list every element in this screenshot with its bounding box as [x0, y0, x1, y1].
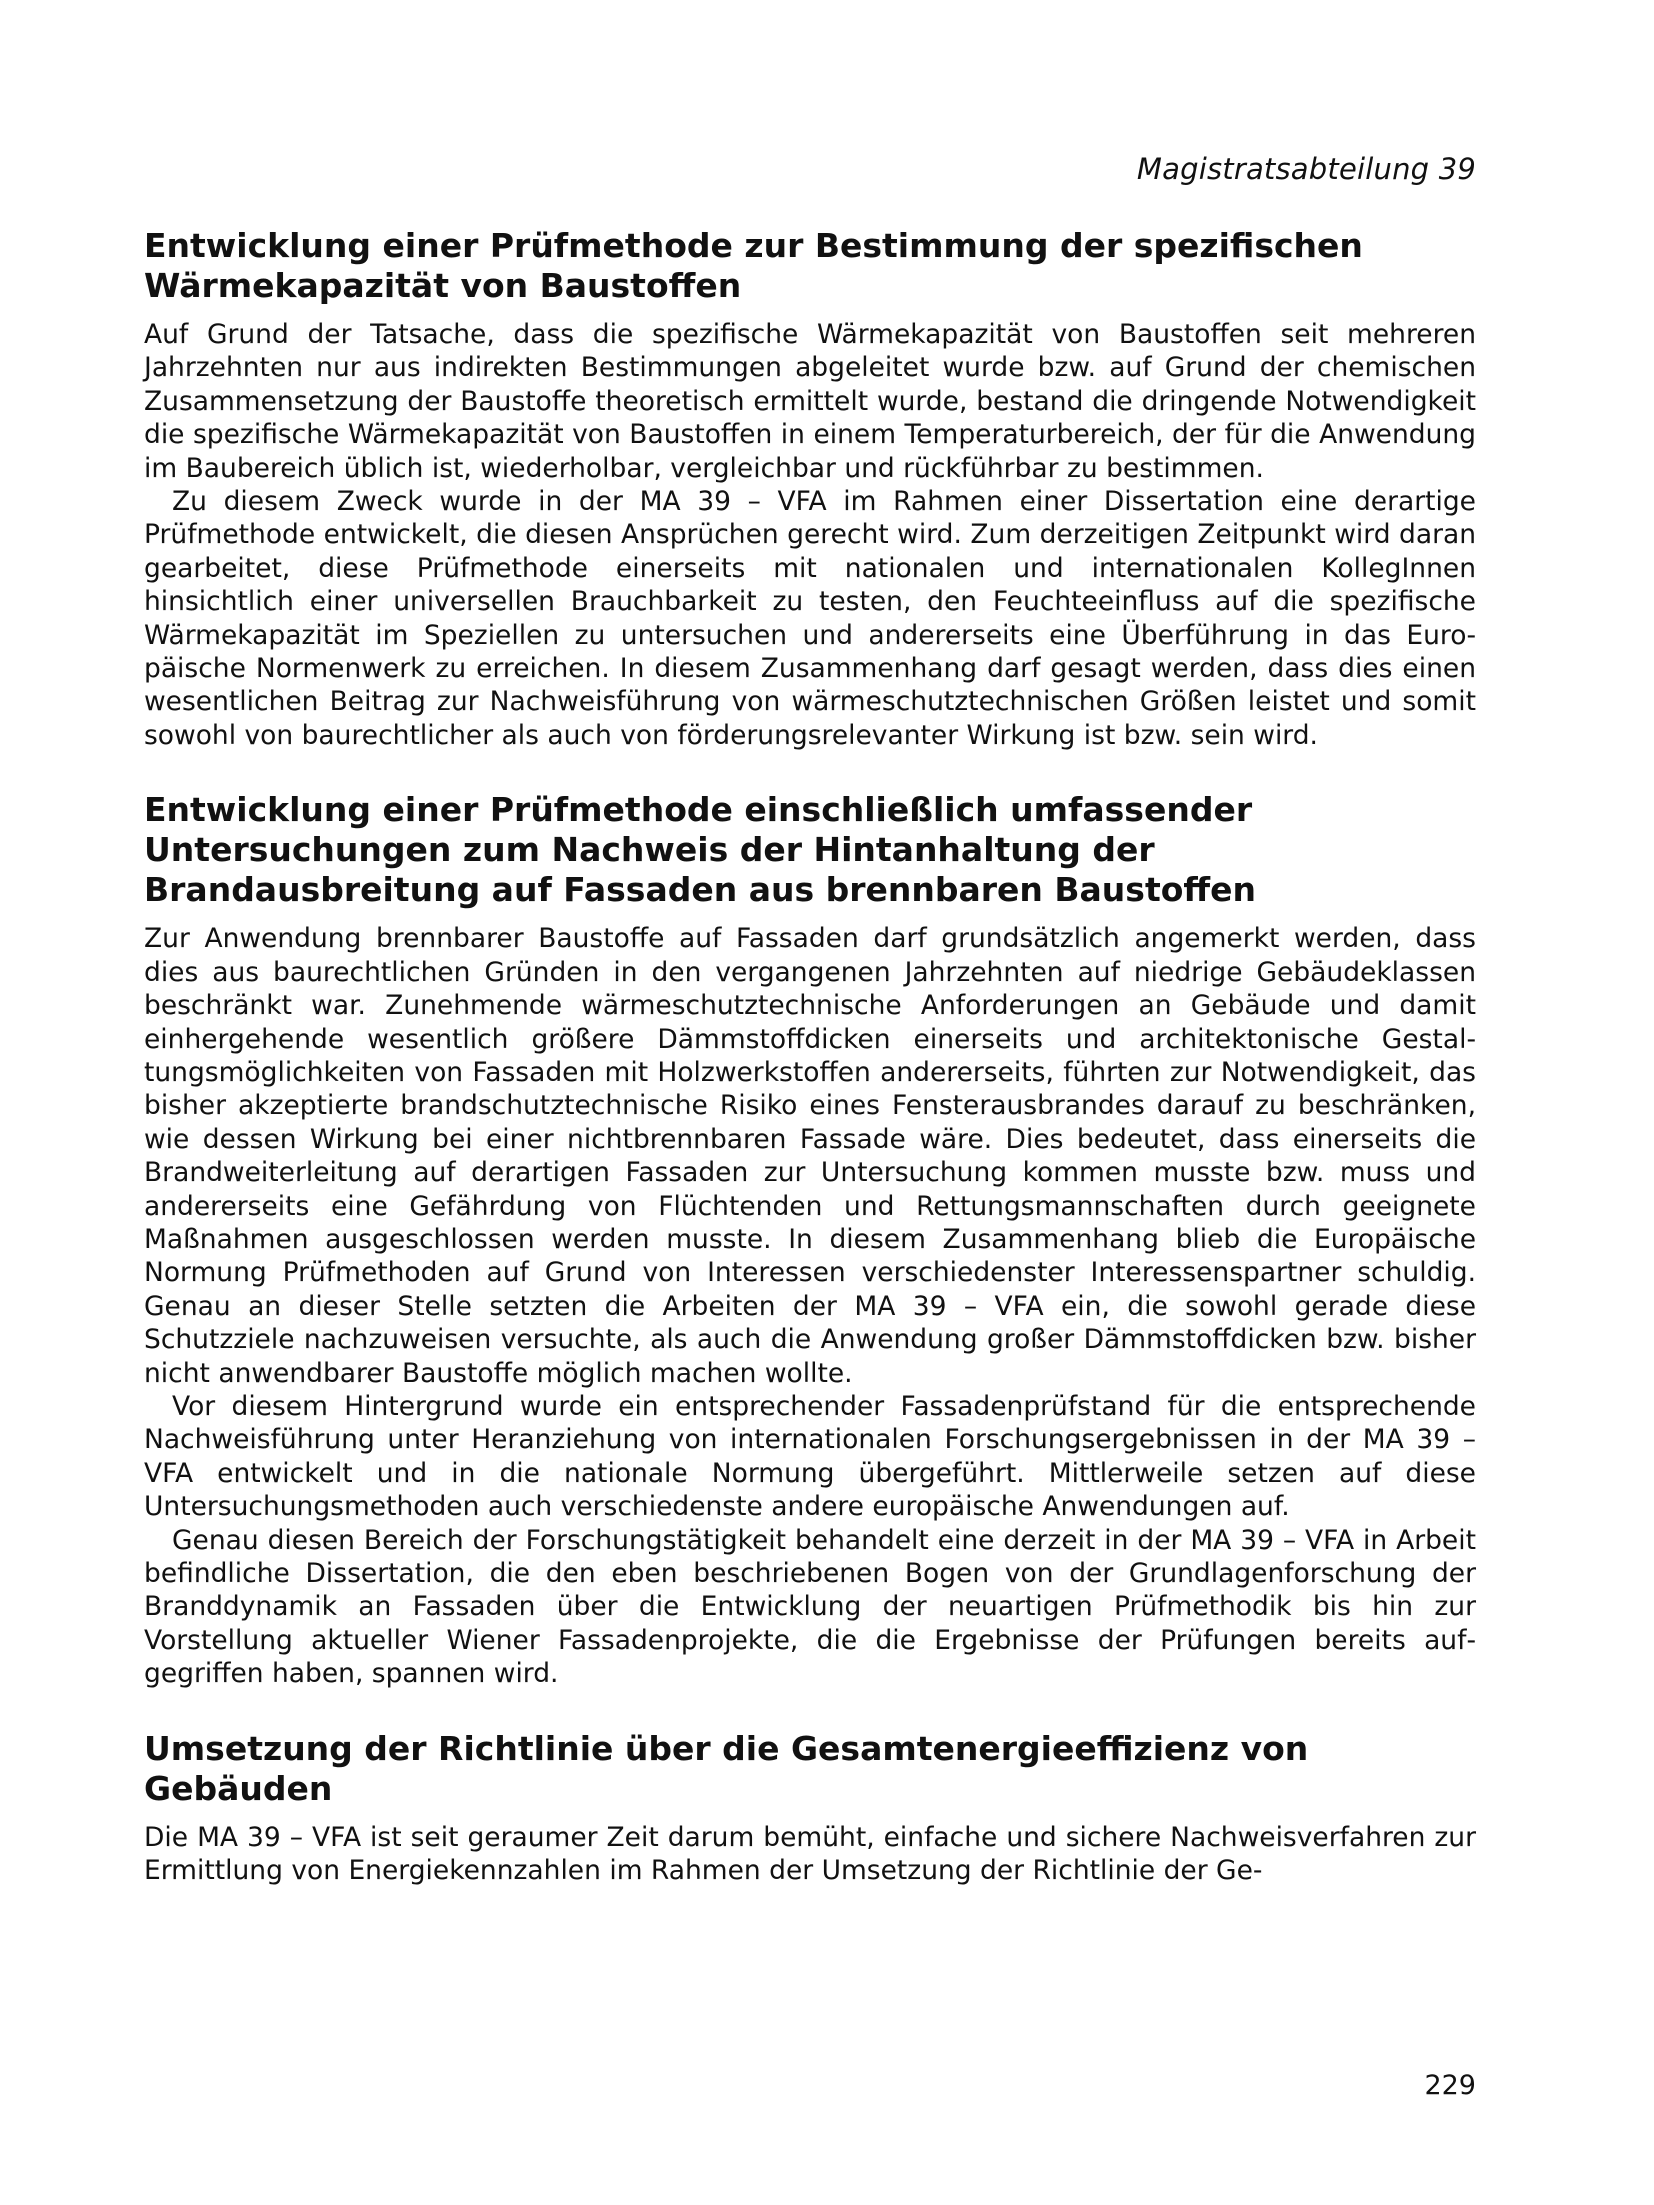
section-heading: Umsetzung der Richtlinie über die Gesamtenergieeffizienz von Gebäuden	[144, 1728, 1309, 1808]
paragraph: Auf Grund der Tatsache, dass die spezifische Wärmekapazität von Baustoffen seit mehreren Jahrzehnten nur aus indirekten Bestimmungen abgeleitet wurde bzw. auf Grund der chemischen Zusammensetzung der Baustoffe theoretisch ermittelt wurde, bestand die dringende Notwendigkeit die spezifische Wärmekapazität von Baustoffen in einem Temperaturbereich, der für die Anwendung im Baubereich üblich ist, wiederholbar, vergleichbar und rückführbar zu bestimmen.	[144, 319, 1476, 484]
paragraph: Vor diesem Hintergrund wurde ein entsprechender Fassadenprüfstand für die entsprechende Nachweisführung unter Heranziehung von internationalen Forschungsergebnissen in der MA 39 – VFA entwickelt und in die nationale Normung übergeführt. Mittlerweile setzen auf diese Untersuchungsmethoden auch verschiedenste andere europäische Anwendungen auf.	[144, 1390, 1476, 1523]
section-energy-directive	[144, 1729, 1476, 1888]
page-number: 229	[1424, 2070, 1476, 2101]
section-heading: Entwicklung einer Prüfmethode zur Bestimmung der spezifischen Wärmekapazität von Baustoffen	[144, 226, 1363, 305]
page-body	[144, 226, 1476, 1925]
paragraph: Genau diesen Bereich der Forschungstätigkeit behandelt eine derzeit in der MA 39 – VFA in Arbeit befindliche Dissertation, die den eben beschriebenen Bogen von der Grundlagenforschung der Branddynamik an Fassaden über die Entwicklung der neuartigen Prüfmethodik bis hin zur Vorstellung aktueller Wiener Fassadenprojekte, die die Ergebnisse der Prüfungen bereits aufgegriffen haben, spannen wird.	[144, 1524, 1476, 1690]
running-head: Magistratsabteilung 39	[1136, 152, 1476, 186]
paragraph: Zur Anwendung brennbarer Baustoffe auf Fassaden darf grundsätzlich angemerkt werden, dass dies aus baurechtlichen Gründen in den vergangenen Jahrzehnten auf niedrige Gebäudeklassen beschränkt war. Zunehmende wärmeschutztechnische Anforderungen an Gebäude und damit einhergehende wesentlich größere Dämmstoffdicken einerseits und architektonische Gestaltungsmöglichkeiten von Fassaden mit Holzwerkstoffen andererseits, führten zur Notwendigkeit, das bisher akzeptierte brandschutztechnische Risiko eines Fensterausbrandes darauf zu beschränken, wie dessen Wirkung bei einer nichtbrennbaren Fassade wäre. Dies bedeutet, dass einerseits die Brandweiterleitung auf derartigen Fassaden zur Untersuchung kommen musste bzw. muss und andererseits eine Gefährdung von Flüchtenden und Rettungsmannschaften durch geeignete Maßnahmen ausgeschlossen werden musste. In diesem Zusammenhang blieb die Europäische Normung Prüfmethoden auf Grund von Interessen verschiedenster Interessenspartner schuldig. Genau an dieser Stelle setzten die Arbeiten der MA 39 – VFA ein, die sowohl gerade diese Schutzziele nachzuweisen versuchte, als auch die Anwendung großer Dämmstoffdicken bzw. bisher nicht anwendbarer Baustoffe möglich machen wollte.	[144, 923, 1476, 1389]
section-heading: Entwicklung einer Prüfmethode einschließlich umfassender Untersuchungen zum Nachweis der Hintanhaltung der Brandausbreitung auf Fassaden aus brennbaren Baustoffen	[144, 790, 1256, 910]
paragraph: Zu diesem Zweck wurde in der MA 39 – VFA im Rahmen einer Dissertation eine derartige Prüfmethode entwickelt, die diesen Ansprüchen gerecht wird. Zum derzeitigen Zeitpunkt wird daran gearbeitet, diese Prüfmethode einerseits mit nationalen und internationalen KollegInnen hinsichtlich einer universellen Brauchbarkeit zu testen, den Feuchteeinfluss auf die spezifische Wärmekapazität im Speziellen zu untersuchen und andererseits eine Überführung in das Europäische Normenwerk zu erreichen. In diesem Zusammenhang darf gesagt werden, dass dies einen wesentlichen Beitrag zur Nachweisführung von wärmeschutztechnischen Größen leistet und somit sowohl von baurechtlicher als auch von förderungsrelevanter Wirkung ist bzw. sein wird.	[144, 486, 1476, 751]
section-heat-capacity	[144, 226, 1476, 752]
section-facade-fire	[144, 790, 1476, 1690]
paragraph: Die MA 39 – VFA ist seit geraumer Zeit darum bemüht, einfache und sichere Nachweisverfahren zur Ermittlung von Energiekennzahlen im Rahmen der Umsetzung der Richtlinie der Ge-	[144, 1821, 1476, 1887]
